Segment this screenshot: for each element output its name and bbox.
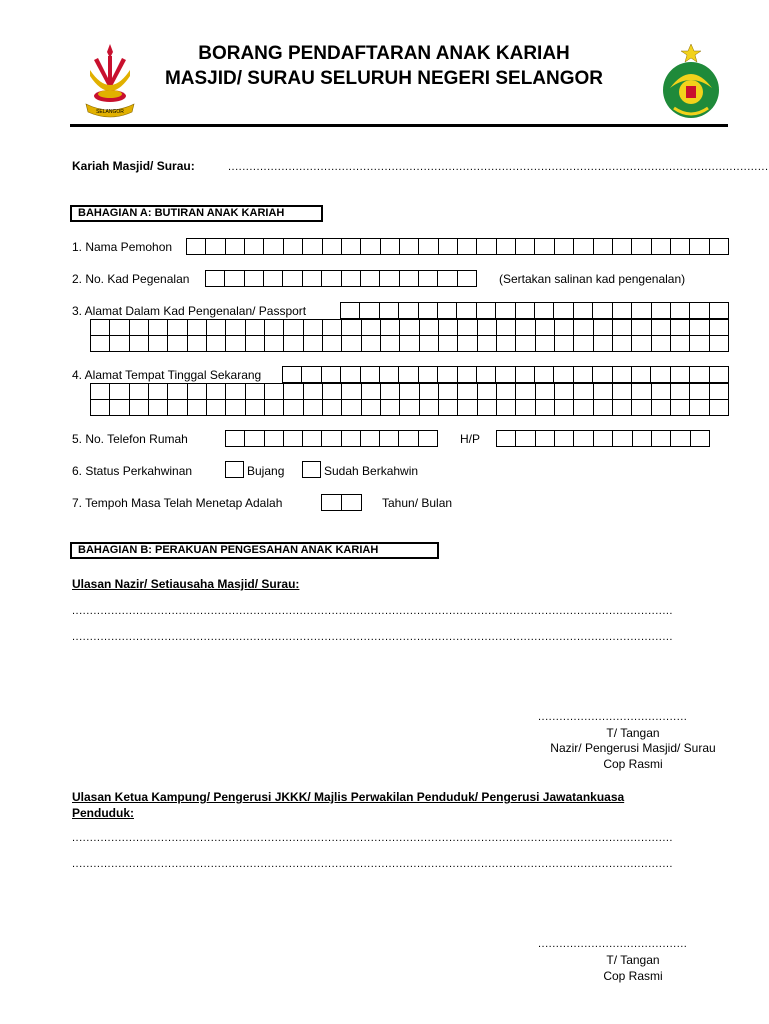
char-box[interactable] <box>323 399 342 416</box>
kariah-label: Kariah Masjid/ Surau: <box>72 159 195 173</box>
char-box[interactable] <box>594 335 613 352</box>
char-box[interactable] <box>516 399 535 416</box>
char-box[interactable] <box>652 320 671 336</box>
char-box[interactable] <box>690 366 709 383</box>
char-box[interactable] <box>555 335 574 352</box>
char-box[interactable] <box>554 302 573 319</box>
char-box[interactable] <box>671 399 690 416</box>
char-box[interactable] <box>691 430 710 447</box>
section-a-title: BAHAGIAN A: BUTIRAN ANAK KARIAH <box>70 205 323 222</box>
char-box[interactable] <box>399 302 418 319</box>
alamat-semasa-row1-boxes[interactable] <box>282 366 729 383</box>
char-box[interactable] <box>361 270 380 287</box>
char-box[interactable] <box>130 384 149 400</box>
char-box[interactable] <box>323 320 342 336</box>
char-box[interactable] <box>304 384 323 400</box>
ketua-sign-stamp: Cop Rasmi <box>603 969 663 983</box>
char-box[interactable] <box>613 384 632 400</box>
char-box[interactable] <box>362 399 381 416</box>
char-box[interactable] <box>284 399 303 416</box>
char-box[interactable] <box>594 238 613 255</box>
char-box[interactable] <box>302 366 321 383</box>
char-box[interactable] <box>226 238 245 255</box>
char-box[interactable] <box>207 384 226 400</box>
char-box[interactable] <box>516 320 535 336</box>
char-box[interactable] <box>613 399 632 416</box>
char-box[interactable] <box>477 302 496 319</box>
char-box[interactable] <box>342 320 361 336</box>
char-box[interactable] <box>304 399 323 416</box>
char-box[interactable] <box>380 302 399 319</box>
char-box[interactable] <box>322 494 342 511</box>
char-box[interactable] <box>226 320 245 336</box>
char-box[interactable] <box>420 399 439 416</box>
char-box[interactable] <box>283 366 302 383</box>
char-box[interactable] <box>574 238 593 255</box>
char-box[interactable] <box>632 238 651 255</box>
char-box[interactable] <box>284 430 303 447</box>
char-box[interactable] <box>496 302 515 319</box>
char-box[interactable] <box>652 384 671 400</box>
char-box[interactable] <box>168 384 187 400</box>
char-box[interactable] <box>516 430 535 447</box>
ketua-sign-label: T/ Tangan <box>606 953 660 967</box>
char-box[interactable] <box>226 399 245 416</box>
char-box[interactable] <box>632 302 651 319</box>
char-box[interactable] <box>458 366 477 383</box>
alamat-ic-row3-boxes[interactable] <box>90 335 729 352</box>
char-box[interactable] <box>690 384 709 400</box>
char-box[interactable] <box>710 320 729 336</box>
char-box[interactable] <box>399 430 418 447</box>
char-box[interactable] <box>361 238 380 255</box>
char-box[interactable] <box>265 384 284 400</box>
char-box[interactable] <box>323 335 342 352</box>
char-box[interactable] <box>207 335 226 352</box>
char-box[interactable] <box>593 302 612 319</box>
char-box[interactable] <box>633 430 652 447</box>
char-box[interactable] <box>710 335 729 352</box>
char-box[interactable] <box>381 399 400 416</box>
char-box[interactable] <box>652 430 671 447</box>
char-box[interactable] <box>710 302 729 319</box>
char-box[interactable] <box>613 238 632 255</box>
hp-label: H/P <box>460 432 481 446</box>
char-box[interactable] <box>284 238 303 255</box>
char-box[interactable] <box>91 335 110 352</box>
char-box[interactable] <box>477 366 496 383</box>
char-box[interactable] <box>671 320 690 336</box>
char-box[interactable] <box>574 399 593 416</box>
char-box[interactable] <box>457 302 476 319</box>
char-box[interactable] <box>458 238 477 255</box>
char-box[interactable] <box>497 384 516 400</box>
char-box[interactable] <box>361 430 380 447</box>
status-label: 6. Status Perkahwinan <box>72 464 193 478</box>
char-box[interactable] <box>535 238 554 255</box>
char-box[interactable] <box>555 238 574 255</box>
char-box[interactable] <box>264 270 283 287</box>
char-box[interactable] <box>246 320 265 336</box>
nazir-heading: Ulasan Nazir/ Setiausaha Masjid/ Surau: <box>72 577 300 591</box>
char-box[interactable] <box>400 335 419 352</box>
char-box[interactable] <box>710 238 729 255</box>
char-box[interactable] <box>130 335 149 352</box>
char-box[interactable] <box>652 399 671 416</box>
char-box[interactable] <box>458 335 477 352</box>
char-box[interactable] <box>207 399 226 416</box>
char-box[interactable] <box>555 430 574 447</box>
char-box[interactable] <box>207 320 226 336</box>
char-box[interactable] <box>419 238 438 255</box>
char-box[interactable] <box>439 399 458 416</box>
form-title-line1: BORANG PENDAFTARAN ANAK KARIAH <box>198 43 570 64</box>
char-box[interactable] <box>613 366 632 383</box>
alamat-ic-row2-boxes[interactable] <box>90 319 729 336</box>
char-box[interactable] <box>419 366 438 383</box>
char-box[interactable] <box>206 270 225 287</box>
char-box[interactable] <box>362 384 381 400</box>
char-box[interactable] <box>322 270 341 287</box>
char-box[interactable] <box>110 320 129 336</box>
char-box[interactable] <box>265 399 284 416</box>
char-box[interactable] <box>381 384 400 400</box>
char-box[interactable] <box>362 335 381 352</box>
kariah-input-line[interactable]: ........................................................................................................................................................ <box>228 161 769 173</box>
char-box[interactable] <box>710 366 729 383</box>
char-box[interactable] <box>342 494 362 511</box>
char-box[interactable] <box>245 270 264 287</box>
form-title-line2: MASJID/ SURAU SELURUH NEGERI SELANGOR <box>164 68 604 89</box>
telefon-boxes[interactable] <box>225 430 438 447</box>
char-box[interactable] <box>574 320 593 336</box>
char-box[interactable] <box>613 302 632 319</box>
char-box[interactable] <box>149 399 168 416</box>
char-box[interactable] <box>225 270 244 287</box>
char-box[interactable] <box>226 384 245 400</box>
nazir-comment-line2[interactable]: ......................................................................................................................................................................... <box>72 631 673 643</box>
char-box[interactable] <box>206 238 225 255</box>
char-box[interactable] <box>400 320 419 336</box>
char-box[interactable] <box>536 430 555 447</box>
char-box[interactable] <box>690 399 709 416</box>
alamat-semasa-label: 4. Alamat Tempat Tinggal Sekarang <box>72 368 262 382</box>
ic-label: 2. No. Kad Pegenalan <box>72 272 190 286</box>
telefon-label: 5. No. Telefon Rumah <box>72 432 188 446</box>
bujang-label: Bujang <box>247 464 285 478</box>
nama-boxes[interactable] <box>186 238 729 255</box>
char-box[interactable] <box>342 430 361 447</box>
tempoh-label: 7. Tempoh Masa Telah Menetap Adalah <box>72 496 283 510</box>
char-box[interactable] <box>536 384 555 400</box>
char-box[interactable] <box>554 366 573 383</box>
char-box[interactable] <box>555 399 574 416</box>
char-box[interactable] <box>439 384 458 400</box>
char-box[interactable] <box>323 238 342 255</box>
crest-banner-text: SELANGOR <box>96 109 124 115</box>
char-box[interactable] <box>91 384 110 400</box>
nazir-signature-line[interactable]: .......................................... <box>538 711 688 723</box>
char-box[interactable] <box>399 366 418 383</box>
char-box[interactable] <box>497 335 516 352</box>
char-box[interactable] <box>187 238 206 255</box>
char-box[interactable] <box>245 430 264 447</box>
char-box[interactable] <box>613 430 632 447</box>
char-box[interactable] <box>671 366 690 383</box>
char-box[interactable] <box>458 384 477 400</box>
char-box[interactable] <box>652 238 671 255</box>
char-box[interactable] <box>91 399 110 416</box>
char-box[interactable] <box>671 238 690 255</box>
section-b-title: BAHAGIAN B: PERAKUAN PENGESAHAN ANAK KARIAH <box>70 542 439 559</box>
char-box[interactable] <box>188 335 207 352</box>
char-box[interactable] <box>574 302 593 319</box>
char-box[interactable] <box>651 366 670 383</box>
char-box[interactable] <box>284 335 303 352</box>
char-box[interactable] <box>632 366 651 383</box>
char-box[interactable] <box>690 238 709 255</box>
char-box[interactable] <box>322 366 341 383</box>
char-box[interactable] <box>149 384 168 400</box>
char-box[interactable] <box>710 399 729 416</box>
char-box[interactable] <box>652 335 671 352</box>
tempoh-boxes[interactable] <box>321 494 362 511</box>
char-box[interactable] <box>420 320 439 336</box>
char-box[interactable] <box>168 335 187 352</box>
nama-label: 1. Nama Pemohon <box>72 240 173 254</box>
char-box[interactable] <box>594 320 613 336</box>
tempoh-unit: Tahun/ Bulan <box>382 496 453 510</box>
char-box[interactable] <box>477 238 496 255</box>
char-box[interactable] <box>497 399 516 416</box>
char-box[interactable] <box>304 320 323 336</box>
char-box[interactable] <box>283 270 302 287</box>
char-box[interactable] <box>400 238 419 255</box>
char-box[interactable] <box>361 366 380 383</box>
char-box[interactable] <box>496 366 515 383</box>
char-box[interactable] <box>419 302 438 319</box>
ketua-signature-line[interactable]: .......................................... <box>538 938 688 950</box>
alamat-semasa-row2-boxes[interactable] <box>90 383 729 400</box>
ketua-heading-line1: Ulasan Ketua Kampung/ Pengerusi JKKK/ Majlis Perwakilan Penduduk/ Pengerusi Jawatankuasa <box>72 790 625 804</box>
char-box[interactable] <box>380 430 399 447</box>
char-box[interactable] <box>322 430 341 447</box>
char-box[interactable] <box>594 430 613 447</box>
char-box[interactable] <box>419 430 438 447</box>
char-box[interactable] <box>593 366 612 383</box>
nazir-sign-stamp: Cop Rasmi <box>603 757 663 771</box>
char-box[interactable] <box>188 399 207 416</box>
char-box[interactable] <box>342 384 361 400</box>
char-box[interactable] <box>265 430 284 447</box>
alamat-ic-row1-boxes[interactable] <box>340 302 729 319</box>
char-box[interactable] <box>613 335 632 352</box>
char-box[interactable] <box>536 320 555 336</box>
bujang-checkbox[interactable] <box>225 461 244 478</box>
char-box[interactable] <box>555 320 574 336</box>
char-box[interactable] <box>690 335 709 352</box>
nazir-comment-line1[interactable]: ......................................................................................................................................................................... <box>72 605 673 617</box>
char-box[interactable] <box>690 320 709 336</box>
char-box[interactable] <box>342 335 361 352</box>
char-box[interactable] <box>632 335 651 352</box>
char-box[interactable] <box>420 335 439 352</box>
char-box[interactable] <box>652 302 671 319</box>
char-box[interactable] <box>304 335 323 352</box>
header-rule <box>70 124 728 127</box>
char-box[interactable] <box>671 335 690 352</box>
char-box[interactable] <box>594 399 613 416</box>
char-box[interactable] <box>188 320 207 336</box>
char-box[interactable] <box>671 430 690 447</box>
char-box[interactable] <box>632 320 651 336</box>
char-box[interactable] <box>341 366 360 383</box>
char-box[interactable] <box>438 366 457 383</box>
char-box[interactable] <box>246 399 265 416</box>
char-box[interactable] <box>342 238 361 255</box>
char-box[interactable] <box>380 270 399 287</box>
char-box[interactable] <box>478 320 497 336</box>
char-box[interactable] <box>671 384 690 400</box>
char-box[interactable] <box>400 384 419 400</box>
char-box[interactable] <box>458 320 477 336</box>
char-box[interactable] <box>613 320 632 336</box>
hp-boxes[interactable] <box>496 430 710 447</box>
ic-boxes[interactable] <box>205 270 477 287</box>
char-box[interactable] <box>574 430 593 447</box>
char-box[interactable] <box>516 335 535 352</box>
nazir-sign-role: Nazir/ Pengerusi Masjid/ Surau <box>550 741 716 755</box>
char-box[interactable] <box>478 384 497 400</box>
char-box[interactable] <box>303 270 322 287</box>
char-box[interactable] <box>264 238 283 255</box>
char-box[interactable] <box>284 320 303 336</box>
char-box[interactable] <box>690 302 709 319</box>
mais-crest-logo <box>660 42 722 122</box>
char-box[interactable] <box>188 384 207 400</box>
ketua-heading-line2: Penduduk: <box>72 806 134 820</box>
char-box[interactable] <box>516 302 535 319</box>
char-box[interactable] <box>419 270 438 287</box>
char-box[interactable] <box>536 335 555 352</box>
ketua-comment-line1[interactable]: ......................................................................................................................................................................... <box>72 832 673 844</box>
char-box[interactable] <box>400 270 419 287</box>
char-box[interactable] <box>149 320 168 336</box>
char-box[interactable] <box>245 238 264 255</box>
char-box[interactable] <box>400 399 419 416</box>
sudah-berkahwin-checkbox[interactable] <box>302 461 321 478</box>
char-box[interactable] <box>594 384 613 400</box>
char-box[interactable] <box>226 335 245 352</box>
char-box[interactable] <box>381 238 400 255</box>
char-box[interactable] <box>478 399 497 416</box>
char-box[interactable] <box>323 384 342 400</box>
char-box[interactable] <box>265 335 284 352</box>
char-box[interactable] <box>497 238 516 255</box>
char-box[interactable] <box>497 430 516 447</box>
char-box[interactable] <box>360 302 379 319</box>
char-box[interactable] <box>574 366 593 383</box>
char-box[interactable] <box>671 302 690 319</box>
char-box[interactable] <box>535 302 554 319</box>
char-box[interactable] <box>536 399 555 416</box>
char-box[interactable] <box>632 399 651 416</box>
char-box[interactable] <box>110 399 129 416</box>
char-box[interactable] <box>516 366 535 383</box>
char-box[interactable] <box>303 238 322 255</box>
char-box[interactable] <box>265 320 284 336</box>
char-box[interactable] <box>149 335 168 352</box>
char-box[interactable] <box>574 384 593 400</box>
ic-note: (Sertakan salinan kad pengenalan) <box>499 272 686 286</box>
char-box[interactable] <box>110 384 129 400</box>
char-box[interactable] <box>110 335 129 352</box>
char-box[interactable] <box>380 366 399 383</box>
char-box[interactable] <box>130 320 149 336</box>
char-box[interactable] <box>438 302 457 319</box>
char-box[interactable] <box>439 335 458 352</box>
char-box[interactable] <box>342 270 361 287</box>
char-box[interactable] <box>458 399 477 416</box>
char-box[interactable] <box>458 270 477 287</box>
char-box[interactable] <box>91 320 110 336</box>
char-box[interactable] <box>574 335 593 352</box>
char-box[interactable] <box>284 384 303 400</box>
char-box[interactable] <box>478 335 497 352</box>
char-box[interactable] <box>130 399 149 416</box>
char-box[interactable] <box>168 399 187 416</box>
char-box[interactable] <box>381 320 400 336</box>
char-box[interactable] <box>226 430 245 447</box>
char-box[interactable] <box>246 384 265 400</box>
char-box[interactable] <box>555 384 574 400</box>
nazir-sign-label: T/ Tangan <box>606 726 660 740</box>
char-box[interactable] <box>303 430 322 447</box>
ketua-comment-line2[interactable]: ......................................................................................................................................................................... <box>72 858 673 870</box>
char-box[interactable] <box>710 384 729 400</box>
char-box[interactable] <box>362 320 381 336</box>
sudah-berkahwin-label: Sudah Berkahwin <box>324 464 419 478</box>
char-box[interactable] <box>246 335 265 352</box>
alamat-ic-label: 3. Alamat Dalam Kad Pengenalan/ Passport <box>72 304 307 318</box>
char-box[interactable] <box>632 384 651 400</box>
char-box[interactable] <box>168 320 187 336</box>
char-box[interactable] <box>438 270 457 287</box>
char-box[interactable] <box>342 399 361 416</box>
char-box[interactable] <box>341 302 360 319</box>
char-box[interactable] <box>535 366 554 383</box>
char-box[interactable] <box>497 320 516 336</box>
char-box[interactable] <box>420 384 439 400</box>
char-box[interactable] <box>439 320 458 336</box>
char-box[interactable] <box>516 384 535 400</box>
char-box[interactable] <box>516 238 535 255</box>
char-box[interactable] <box>381 335 400 352</box>
alamat-semasa-row3-boxes[interactable] <box>90 399 729 416</box>
char-box[interactable] <box>439 238 458 255</box>
